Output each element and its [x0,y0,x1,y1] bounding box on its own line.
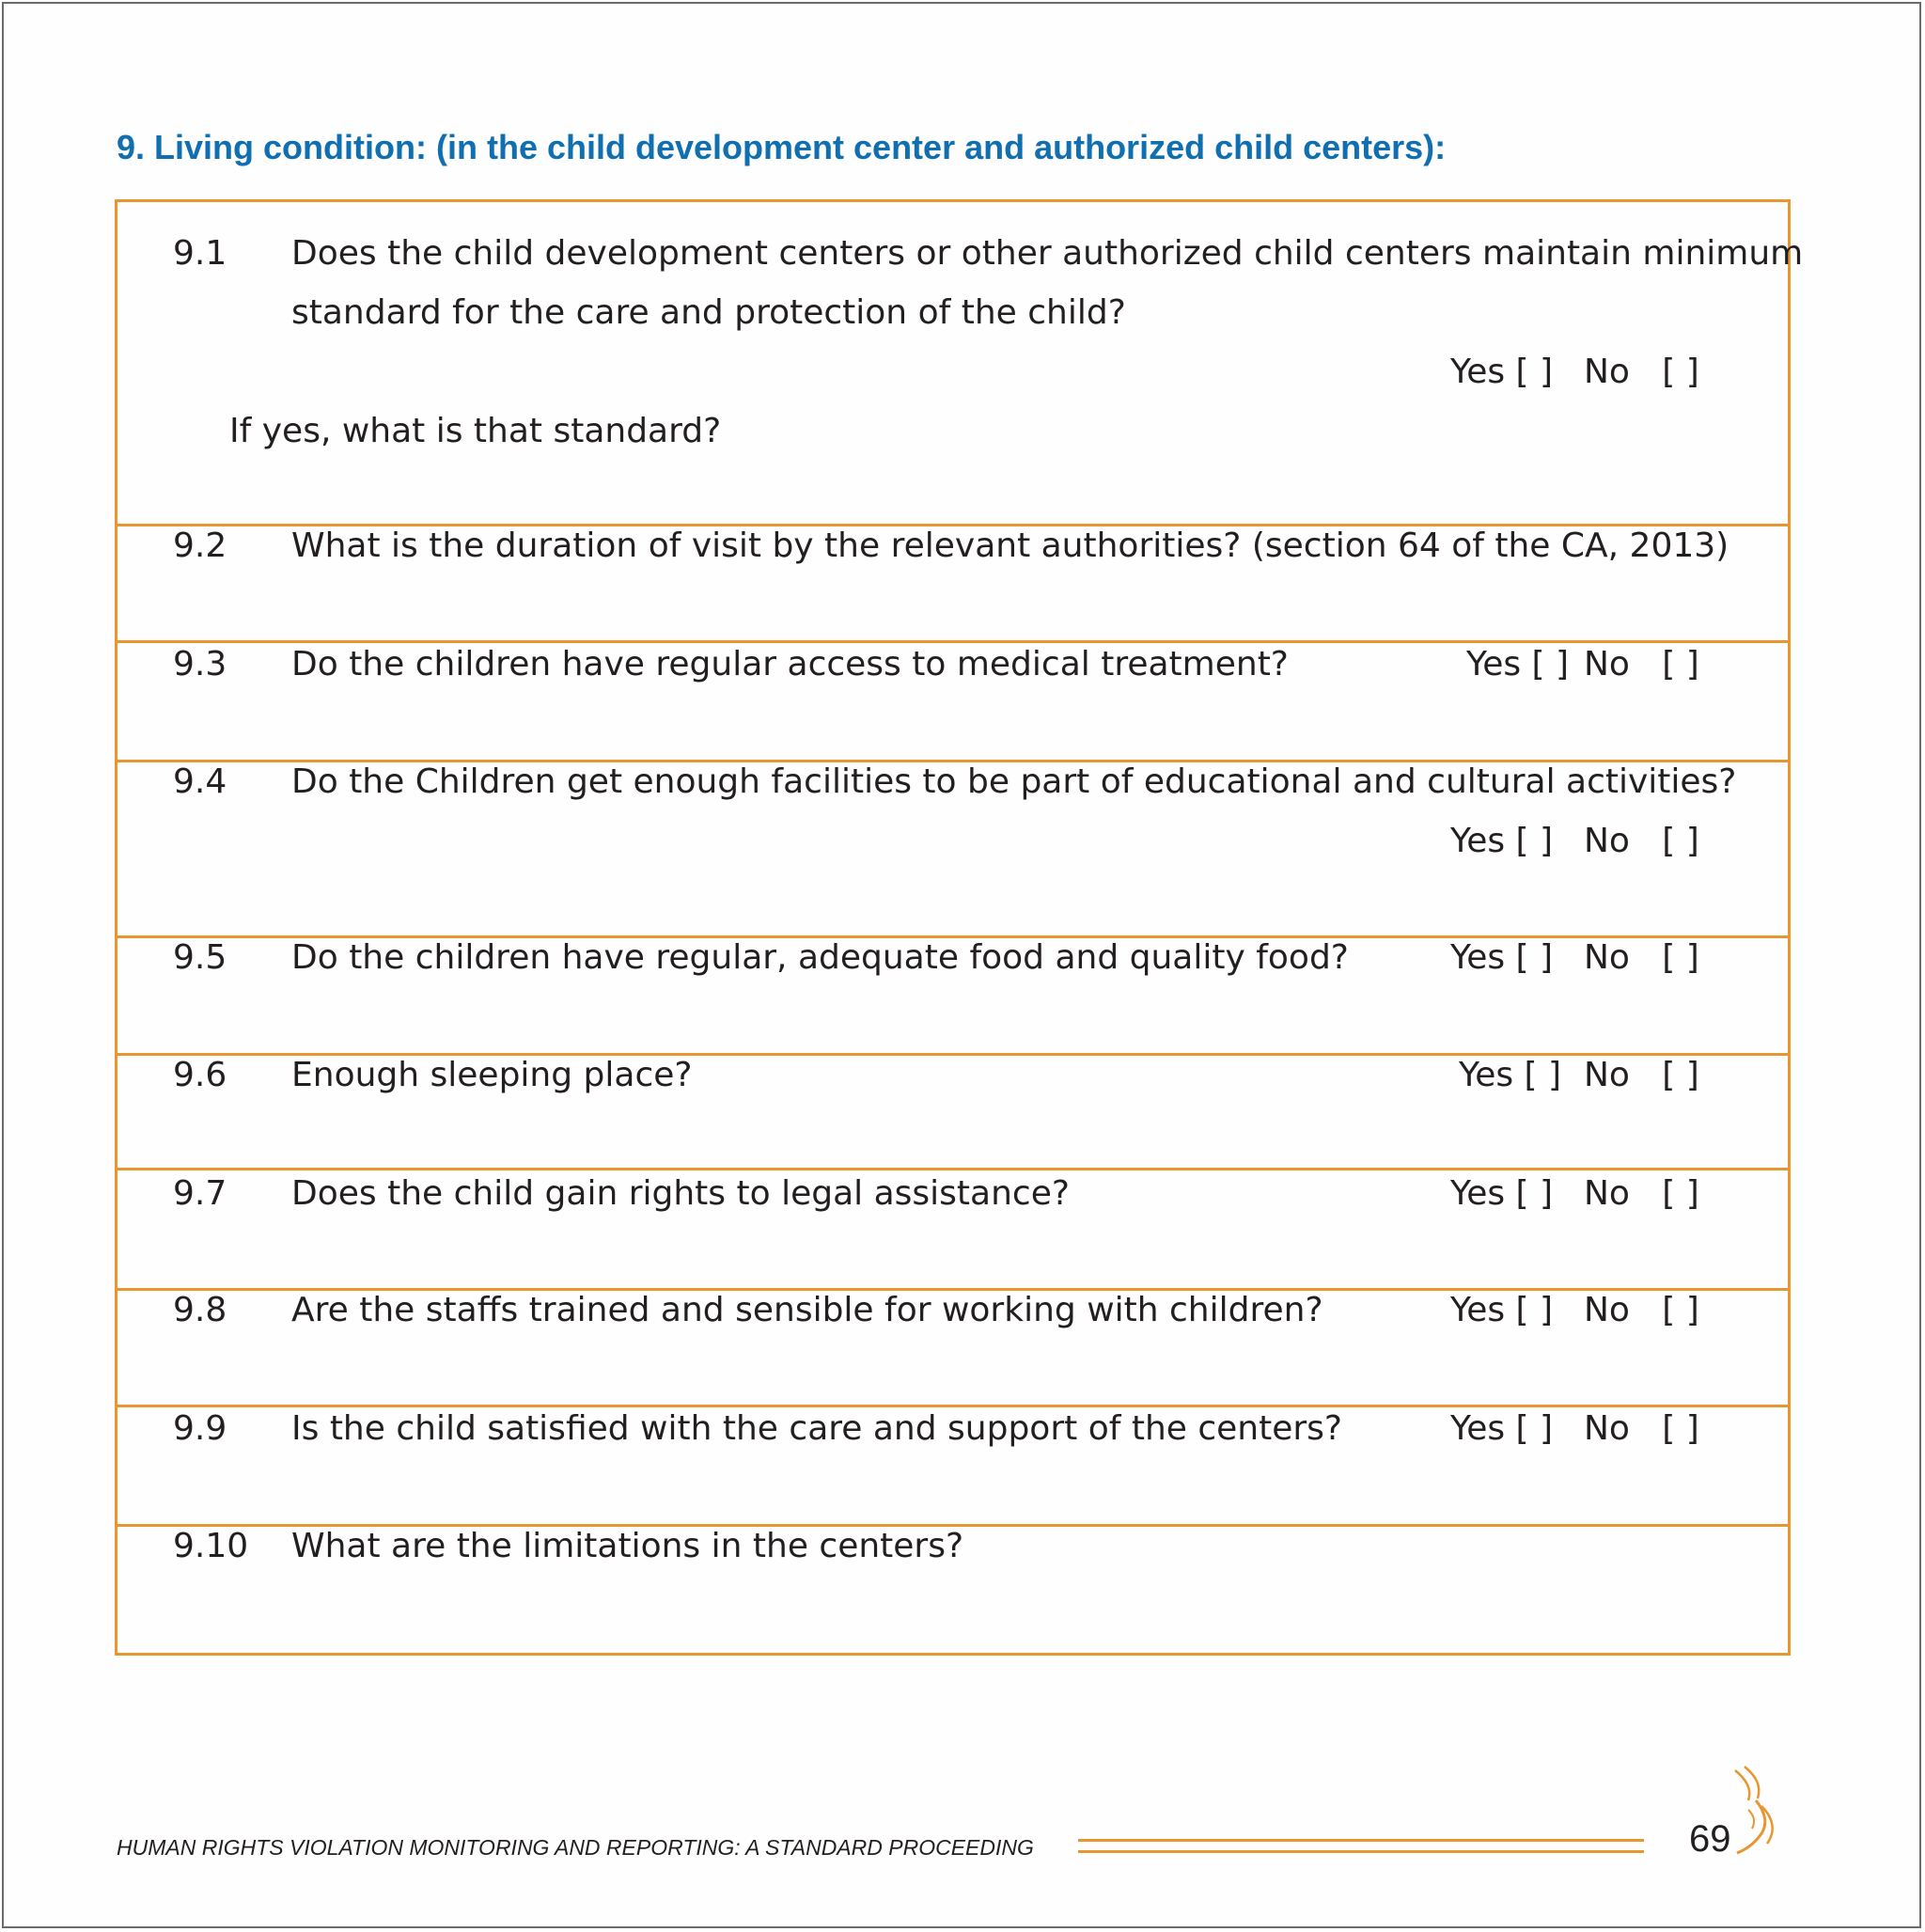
question-row-9-2 [117,524,1788,643]
question-number: 9.5 [173,938,227,977]
question-text: Are the staffs trained and sensible for working with children? [291,1291,1323,1329]
question-number: 9.2 [173,526,227,565]
no-option[interactable]: No [ ] [1584,1056,1699,1094]
footer-title: HUMAN RIGHTS VIOLATION MONITORING AND REPORTING: A STANDARD PROCEEDING [117,1835,1034,1860]
question-number: 9.1 [173,234,227,273]
question-text: Enough sleeping place? [291,1056,693,1094]
footer-rule-bottom [1078,1850,1644,1853]
question-row-9-4 [117,760,1788,936]
question-text: What are the limitations in the centers? [291,1527,964,1565]
question-row-9-8 [117,1288,1788,1407]
question-text: Do the Children get enough facilities to be part of educational and cultural activities? [291,762,1737,801]
question-number: 9.3 [173,645,227,683]
footer-rule-top [1078,1839,1644,1842]
question-text: What is the duration of visit by the relevant authorities? (section 64 of the CA, 2013) [291,526,1729,565]
question-number: 9.7 [173,1174,227,1213]
no-option[interactable]: No [ ] [1584,645,1699,683]
no-option[interactable]: No [ ] [1584,1174,1699,1213]
no-option[interactable]: No [ ] [1584,353,1699,391]
questionnaire-table [115,199,1804,1656]
question-number: 9.4 [173,762,227,801]
question-text: Do the children have regular access to medical treatment? [291,645,1289,683]
question-text: Is the child satisfied with the care and support of the centers? [291,1409,1343,1448]
yes-option[interactable]: Yes [ ] [1459,1056,1562,1094]
question-text: Does the child gain rights to legal assistance? [291,1174,1070,1213]
question-row-9-3 [117,640,1788,762]
page-number: 69 [1689,1818,1731,1860]
yes-option[interactable]: Yes [ ] [1466,645,1570,683]
yes-option[interactable]: Yes [ ] [1450,1409,1554,1448]
no-option[interactable]: No [ ] [1584,822,1699,860]
question-row-9-9 [117,1405,1788,1526]
question-number: 9.8 [173,1291,227,1329]
question-row-9-1 [117,202,1804,525]
question-number: 9.9 [173,1409,227,1448]
no-option[interactable]: No [ ] [1584,1409,1699,1448]
yes-option[interactable]: Yes [ ] [1450,1291,1554,1329]
yes-option[interactable]: Yes [ ] [1450,353,1554,391]
no-option[interactable]: No [ ] [1584,938,1699,977]
question-number: 9.10 [173,1527,249,1565]
question-text-line-2: standard for the care and protection of the child? [291,293,1126,332]
section-title: 9. Living condition: (in the child development center and authorized child centers): [117,128,1447,166]
question-row-9-7 [117,1168,1788,1290]
question-number: 9.6 [173,1056,227,1094]
publisher-logo-icon [1728,1763,1784,1857]
yes-option[interactable]: Yes [ ] [1450,1174,1554,1213]
no-option[interactable]: No [ ] [1584,1291,1699,1329]
question-row-9-10 [117,1524,1788,1653]
yes-option[interactable]: Yes [ ] [1450,938,1554,977]
question-text: Do the children have regular, adequate food and quality food? [291,938,1349,977]
yes-option[interactable]: Yes [ ] [1450,822,1554,860]
question-row-9-6 [117,1053,1788,1170]
question-text-line-1: Does the child development centers or other authorized child centers maintain minimum [291,234,1804,273]
question-row-9-5 [117,935,1788,1055]
followup-question: If yes, what is that standard? [229,412,722,450]
